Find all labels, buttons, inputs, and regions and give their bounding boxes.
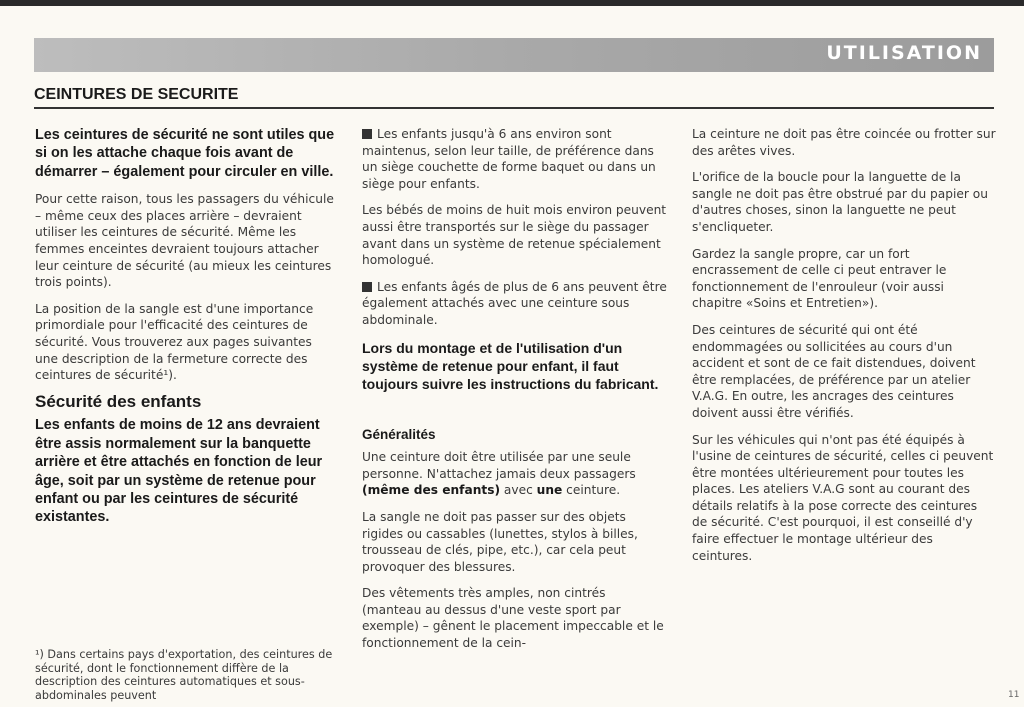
top-edge-line (0, 0, 1024, 6)
column-3 (692, 126, 996, 574)
subheading-child-safety: Sécurité des enfants (35, 391, 202, 411)
bullet-text: Les enfants âgés de plus de 6 ans peuvent être également attachés avec une ceinture sous abdominale. (362, 279, 667, 327)
paragraph: La ceinture ne doit pas être coincée ou frotter sur des arêtes vives. (692, 127, 996, 158)
square-bullet-icon (362, 282, 372, 292)
section-rule (34, 107, 994, 109)
column-1 (35, 126, 337, 537)
paragraph (362, 449, 668, 499)
section-title: CEINTURES DE SECURITE (34, 86, 239, 103)
subheading-general: Généralités (362, 426, 436, 442)
bullet-paragraph (362, 126, 668, 192)
instruction-lead: Lors du montage et de l'utilisation d'un système de retenue pour enfant, il faut toujours suivre les instructions du fabricant. (362, 339, 659, 392)
column-2 (362, 126, 668, 662)
page-number: 11 (1008, 690, 1020, 700)
text: Une ceinture doit être utilisée par une seule personne. N'attachez jamais deux passagers (362, 450, 636, 481)
footnote: ¹) Dans certains pays d'exportation, des ceintures de sécurité, dont le fonctionnement diffère de la description des ceintures automatiques et sous-abdominales peuvent (35, 648, 333, 702)
child-safety-lead: Les enfants de moins de 12 ans devraient être assis normalement sur la banquette arrière et être attachés en fonction de leur âge, soit par un système de retenue pour enfant ou par les ceintures de sécurité existantes. (35, 417, 323, 526)
paragraph: Sur les véhicules qui n'ont pas été équipés à l'usine de ceintures de sécurité, celles ci peuvent être montées ultérieurement pour toutes les places. Les ateliers V.A.G sont au courant des détails relatifs à la pose correcte des ceintures de sécurité. C'est pourquoi, il est conseillé d'y faire effectuer le montage ultérieur des ceintures. (692, 432, 994, 563)
paragraph: L'orifice de la boucle pour la languette de la sangle ne doit pas être obstrué par du papier ou d'autres choses, sinon la languette ne peut s'encliqueter. (692, 170, 988, 234)
lead-paragraph: Les ceintures de sécurité ne sont utiles que si on les attache chaque fois avant de démarrer – également pour circuler en ville. (35, 127, 335, 180)
square-bullet-icon (362, 129, 372, 139)
paragraph: Gardez la sangle propre, car un fort encrassement de celle ci peut entraver le fonctionnement de l'enrouleur (voir aussi chapitre «Soins et Entretien»). (692, 246, 947, 311)
paragraph: Des vêtements très amples, non cintrés (manteau au dessus d'une veste sport par exemple) – gênent le placement impeccable et le fonctionnement de la cein- (362, 586, 664, 651)
paragraph: La position de la sangle est d'une importance primordiale pour l'efficacité des ceintures de sécurité. Vous trouverez aux pages suivantes une description de la fermeture correcte des ceintures de sécurité¹). (35, 301, 314, 383)
emphasis: une (536, 483, 563, 498)
paragraph: Les bébés de moins de huit mois environ peuvent aussi être transportés sur le siège du passager avant dans un système de retenue spécialement homologué. (362, 203, 667, 268)
bullet-paragraph (362, 279, 668, 329)
bullet-text: Les enfants jusqu'à 6 ans environ sont maintenus, selon leur taille, de préférence dans un siège couchette de forme baquet ou dans un siège pour enfants. (362, 127, 656, 191)
paragraph: La sangle ne doit pas passer sur des objets rigides ou cassables (lunettes, stylos à billes, trousseau de clés, pipe, etc.), car cela peut provoquer des blessures. (362, 509, 638, 574)
chapter-title: UTILISATION (826, 42, 982, 64)
chapter-banner (34, 38, 994, 72)
text: ceinture. (562, 483, 621, 498)
paragraph: Des ceintures de sécurité qui ont été endommagées ou sollicitées au cours d'un accident et sont de ce fait distendues, doivent être remplacées, de préférence par un atelier V.A.G. En outre, les ancrages des ceintures doivent aussi être vérifiés. (692, 322, 976, 420)
paragraph: Pour cette raison, tous les passagers du véhicule – même ceux des places arrière – devraient utiliser les ceintures de sécurité. Même les femmes enceintes devraient toujours attacher leur ceinture de sécurité (au mieux les ceintures trois points). (35, 192, 334, 290)
emphasis: (même des enfants) (362, 483, 501, 498)
text: avec (500, 483, 537, 498)
